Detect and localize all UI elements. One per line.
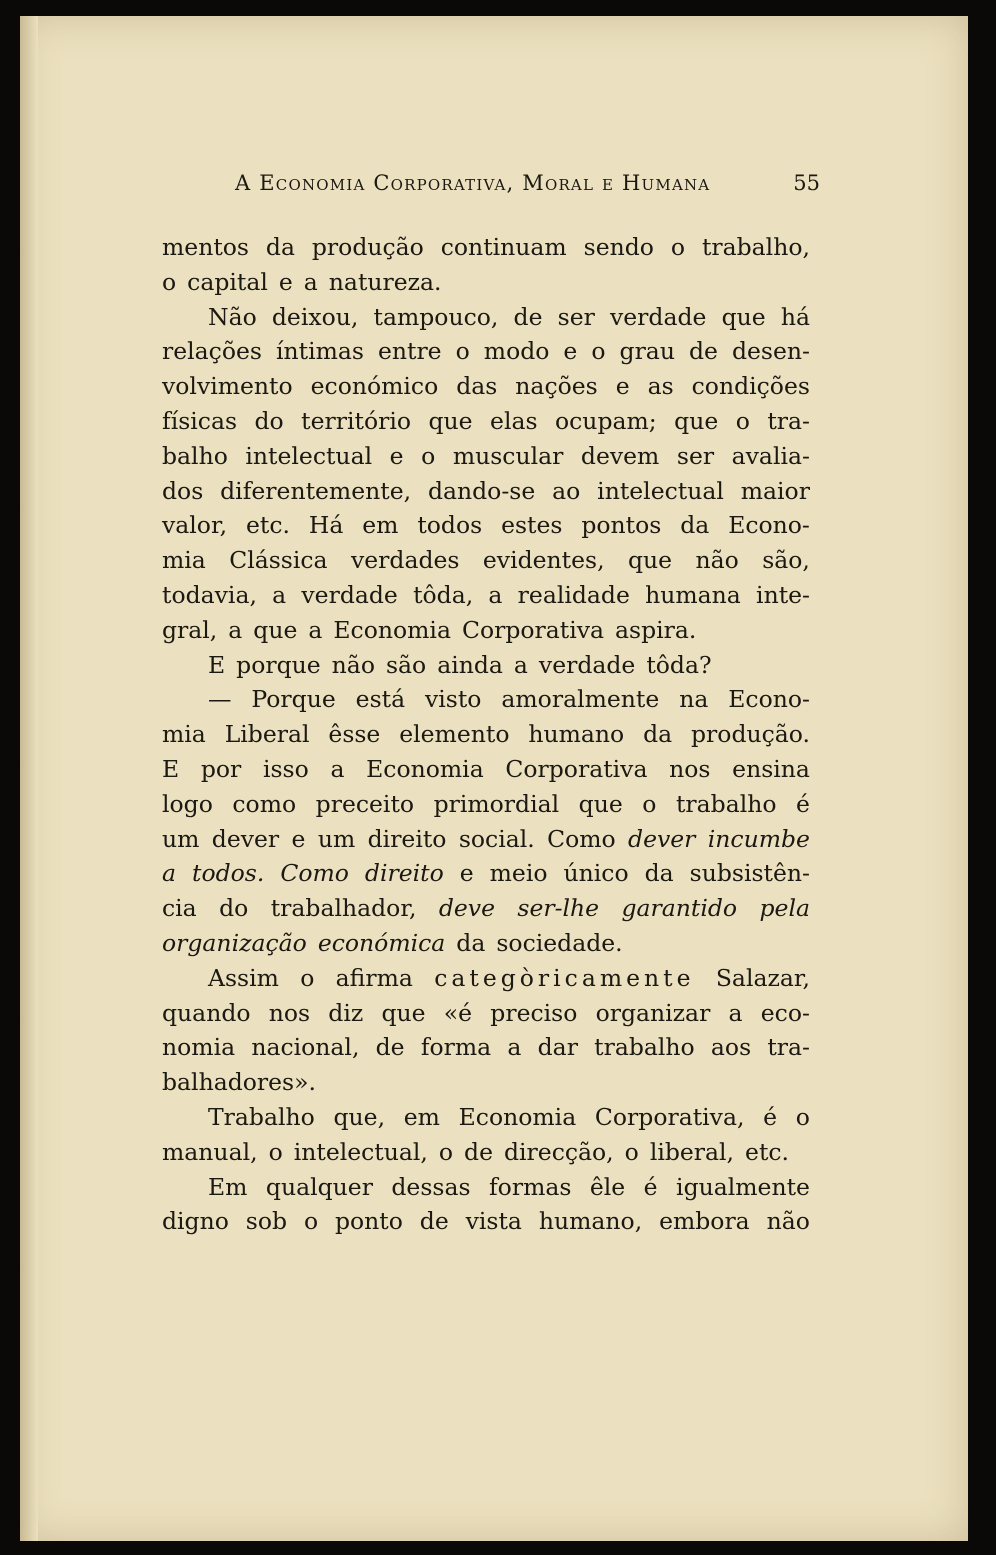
word: único <box>563 859 629 888</box>
word: volvimento <box>162 372 293 401</box>
word: o <box>162 267 177 296</box>
word: o <box>735 406 750 435</box>
word: está <box>355 685 406 714</box>
word: um <box>162 824 200 853</box>
word: tôda, <box>413 580 474 609</box>
word: e <box>389 441 404 470</box>
word: são <box>385 650 427 679</box>
word: incumbe <box>707 824 810 853</box>
word: Liberal <box>224 720 310 749</box>
word: Como <box>280 859 349 888</box>
word: na <box>679 685 709 714</box>
word: trabalho, <box>701 233 810 261</box>
word: Clássica <box>229 546 328 575</box>
word: Corporativa <box>505 754 648 783</box>
word: mia <box>162 720 206 749</box>
text-line <box>162 822 810 857</box>
running-title: A Economia Corporativa, Moral e Humana <box>235 171 711 195</box>
word: condições <box>691 372 810 401</box>
word: muscular <box>452 441 564 470</box>
word: nomia <box>162 1033 236 1062</box>
word: verdade <box>610 302 707 331</box>
word: quando <box>162 998 251 1027</box>
word: todavia, <box>162 580 257 609</box>
text-line <box>162 1065 810 1100</box>
body-text <box>162 230 810 1239</box>
word: manual, <box>162 1137 258 1166</box>
word: trabalho <box>594 1033 695 1062</box>
word: mia <box>162 546 206 575</box>
word: económico <box>310 372 439 401</box>
word: não <box>695 546 739 575</box>
word: da <box>680 511 710 540</box>
word: diferentemente, <box>220 476 412 505</box>
word: a <box>308 615 323 644</box>
word: ao <box>552 476 581 505</box>
word: o <box>303 1207 319 1236</box>
word: direito <box>367 824 447 853</box>
text-line <box>162 613 810 648</box>
word: ocupam; <box>555 406 657 435</box>
text-line <box>162 926 810 961</box>
word: Econo- <box>728 685 810 714</box>
word: sob <box>245 1207 288 1236</box>
word: tra- <box>767 1033 810 1062</box>
word: não <box>766 1207 810 1236</box>
word: o <box>670 233 686 261</box>
word: Economia <box>458 1102 577 1131</box>
word: preciso <box>490 998 578 1027</box>
word: pela <box>759 894 810 923</box>
word: a <box>272 580 287 609</box>
word: de <box>464 1137 493 1166</box>
word: porque <box>236 650 321 679</box>
word: dando-se <box>427 476 536 505</box>
word: por <box>200 754 242 783</box>
word: elas <box>490 406 538 435</box>
word: não <box>331 650 375 679</box>
text-line <box>162 578 810 613</box>
word: trabalho <box>675 789 777 818</box>
text-line <box>162 752 810 787</box>
word: Econo- <box>728 511 810 540</box>
word: E <box>162 754 180 783</box>
word: direcção, <box>504 1137 614 1166</box>
word: etc. <box>745 1137 790 1166</box>
word: a <box>728 998 743 1027</box>
word: Não <box>208 302 257 331</box>
word: verdade <box>538 650 636 679</box>
word: tôda? <box>646 650 712 679</box>
word: visto <box>425 685 482 714</box>
word: forma <box>420 1033 492 1062</box>
word: o <box>268 1137 283 1166</box>
word: realidade <box>517 580 630 609</box>
word: mentos <box>162 233 249 261</box>
text-line <box>162 1100 810 1135</box>
word: as <box>647 372 674 401</box>
word: do <box>219 894 249 923</box>
word: o <box>624 1137 639 1166</box>
word: humano, <box>538 1207 643 1236</box>
word: — <box>208 685 232 714</box>
word: a <box>330 754 345 783</box>
text-line <box>162 1170 810 1205</box>
word: isso <box>262 754 309 783</box>
word: continuam <box>440 233 567 261</box>
word: «é <box>443 998 473 1027</box>
word: tampouco, <box>373 302 499 331</box>
word: é <box>763 1102 778 1131</box>
text-line <box>162 961 810 996</box>
word: em <box>403 1102 440 1131</box>
word: embora <box>659 1207 750 1236</box>
word: nações <box>515 372 598 401</box>
word: do <box>254 406 284 435</box>
word: liberal, <box>649 1137 735 1166</box>
word: logo <box>162 789 213 818</box>
word: afirma <box>335 963 413 992</box>
word: Corporativa, <box>594 1102 745 1131</box>
word: o <box>300 963 315 992</box>
word: aspira. <box>615 615 697 644</box>
word: humana <box>645 580 741 609</box>
word: ser-lhe <box>517 894 600 923</box>
word: modo <box>483 337 550 366</box>
word: produção. <box>691 720 810 749</box>
word: meio <box>489 859 548 888</box>
text-line <box>162 334 810 369</box>
word: sendo <box>583 233 654 261</box>
word: dever <box>211 824 280 853</box>
word: o <box>421 441 436 470</box>
word: deve <box>438 894 495 923</box>
word: subsistên- <box>689 859 810 888</box>
word: Como <box>547 824 616 853</box>
word: Economia <box>333 615 451 644</box>
page-gutter-edge <box>20 16 38 1541</box>
word: como <box>232 789 297 818</box>
text-line <box>162 717 810 752</box>
word: Salazar, <box>715 963 810 992</box>
word: de <box>688 337 718 366</box>
word: intelectual <box>597 476 724 505</box>
word: amoralmente <box>501 685 660 714</box>
word: de <box>419 1207 449 1236</box>
word: eco- <box>760 998 810 1027</box>
word: de <box>375 1033 405 1062</box>
word: humano <box>528 720 625 749</box>
text-line <box>162 682 810 717</box>
word: primordial <box>433 789 560 818</box>
word: é <box>796 789 810 818</box>
word: território <box>301 406 411 435</box>
word: da <box>644 859 674 888</box>
word: que <box>674 406 719 435</box>
word: da <box>456 928 486 957</box>
word: capital <box>187 267 268 296</box>
word: trabalhador, <box>270 894 417 923</box>
text-line <box>162 230 810 265</box>
word: de <box>513 302 543 331</box>
word: natureza. <box>328 267 442 296</box>
word: aos <box>710 1033 752 1062</box>
word: a <box>488 580 503 609</box>
word: balho <box>162 441 228 470</box>
word: tra- <box>767 406 810 435</box>
word: todos <box>417 511 483 540</box>
word: dessas <box>391 1172 471 1201</box>
word: que <box>578 789 623 818</box>
text-line <box>162 891 810 926</box>
text-line <box>162 543 810 578</box>
text-line <box>162 369 810 404</box>
word: grau <box>619 337 675 366</box>
word: gral, <box>162 615 218 644</box>
word: organização <box>162 928 307 957</box>
word: que, <box>333 1102 386 1131</box>
word: da <box>265 233 295 261</box>
word: cia <box>162 894 197 923</box>
word: elemento <box>399 720 510 749</box>
word: da <box>643 720 673 749</box>
word: todos. <box>192 859 265 888</box>
word: valor, <box>162 511 228 540</box>
word: relações <box>162 337 262 366</box>
word: em <box>362 511 399 540</box>
word: sociedade. <box>496 928 623 957</box>
page-header <box>235 171 820 203</box>
word: formas <box>488 1172 572 1201</box>
word: maior <box>740 476 810 505</box>
text-line <box>162 648 810 683</box>
text-line <box>162 1204 810 1239</box>
word: ser <box>557 302 595 331</box>
word: Em <box>208 1172 248 1201</box>
word: e <box>459 859 474 888</box>
word: ainda <box>437 650 503 679</box>
word: o <box>438 1137 454 1166</box>
text-line <box>162 856 810 891</box>
text-line <box>162 439 810 474</box>
word: vista <box>465 1207 522 1236</box>
word: o <box>795 1102 810 1131</box>
word: é <box>643 1172 658 1201</box>
page-number: 55 <box>793 171 820 195</box>
word: êle <box>589 1172 626 1201</box>
word: um <box>317 824 356 853</box>
word: intelectual <box>245 441 373 470</box>
word: que <box>428 406 473 435</box>
word: ensina <box>732 754 810 783</box>
word: organizar <box>595 998 711 1027</box>
text-line <box>162 1030 810 1065</box>
word: social. <box>458 824 535 853</box>
word: ponto <box>334 1207 403 1236</box>
text-line <box>162 474 810 509</box>
word: nacional, <box>251 1033 360 1062</box>
word: Trabalho <box>208 1102 315 1131</box>
word: Há <box>308 511 344 540</box>
word: devem <box>580 441 660 470</box>
text-line <box>162 996 810 1031</box>
word: o <box>455 337 470 366</box>
word: E <box>208 650 226 679</box>
word: verdades <box>350 546 460 575</box>
word: físicas <box>162 406 238 435</box>
word: intelectual, <box>293 1137 428 1166</box>
word: nos <box>268 998 311 1027</box>
word: Corporativa <box>461 615 605 644</box>
word: e <box>615 372 630 401</box>
word: nos <box>669 754 711 783</box>
word: dever <box>628 824 696 853</box>
word: pontos <box>581 511 662 540</box>
word: a <box>228 615 243 644</box>
word: que <box>253 615 298 644</box>
word: diz <box>328 998 364 1027</box>
word: e <box>291 824 306 853</box>
word: das <box>456 372 498 401</box>
word: garantido <box>621 894 738 923</box>
word: qualquer <box>265 1172 373 1201</box>
text-line <box>162 1135 810 1170</box>
text-line <box>162 404 810 439</box>
word: digno <box>162 1207 229 1236</box>
word: Assim <box>208 963 279 992</box>
word: produção <box>311 233 424 261</box>
word: e <box>278 267 293 296</box>
word: dos <box>162 476 204 505</box>
word: inte- <box>756 580 810 609</box>
word: Porque <box>251 685 336 714</box>
word: a <box>162 859 177 888</box>
word: a <box>303 267 318 296</box>
word: ser <box>676 441 715 470</box>
word: a <box>507 1033 522 1062</box>
word: íntimas <box>275 337 364 366</box>
word: dar <box>537 1033 578 1062</box>
word: igualmente <box>676 1172 810 1201</box>
text-line <box>162 787 810 822</box>
word: balhadores». <box>162 1068 316 1097</box>
word: Economia <box>366 754 484 783</box>
word: avalia- <box>731 441 810 470</box>
word: que <box>381 998 426 1027</box>
word: desen- <box>731 337 810 366</box>
word: estes <box>501 511 563 540</box>
word: categòricamente <box>434 963 695 992</box>
word: entre <box>377 337 442 366</box>
word: verdade <box>301 580 398 609</box>
word: são, <box>762 546 810 575</box>
word: o <box>642 789 657 818</box>
word: preceito <box>315 789 415 818</box>
word: que <box>627 546 673 575</box>
word: deixou, <box>271 302 359 331</box>
text-line <box>162 508 810 543</box>
text-line <box>162 300 810 335</box>
word: há <box>780 302 810 331</box>
word: etc. <box>245 511 290 540</box>
word: direito <box>364 859 444 888</box>
word: e <box>563 337 578 366</box>
word: económica <box>317 928 446 957</box>
word: que <box>721 302 766 331</box>
word: a <box>513 650 528 679</box>
word: o <box>591 337 606 366</box>
word: êsse <box>328 720 381 749</box>
word: evidentes, <box>482 546 605 575</box>
text-line <box>162 265 810 300</box>
